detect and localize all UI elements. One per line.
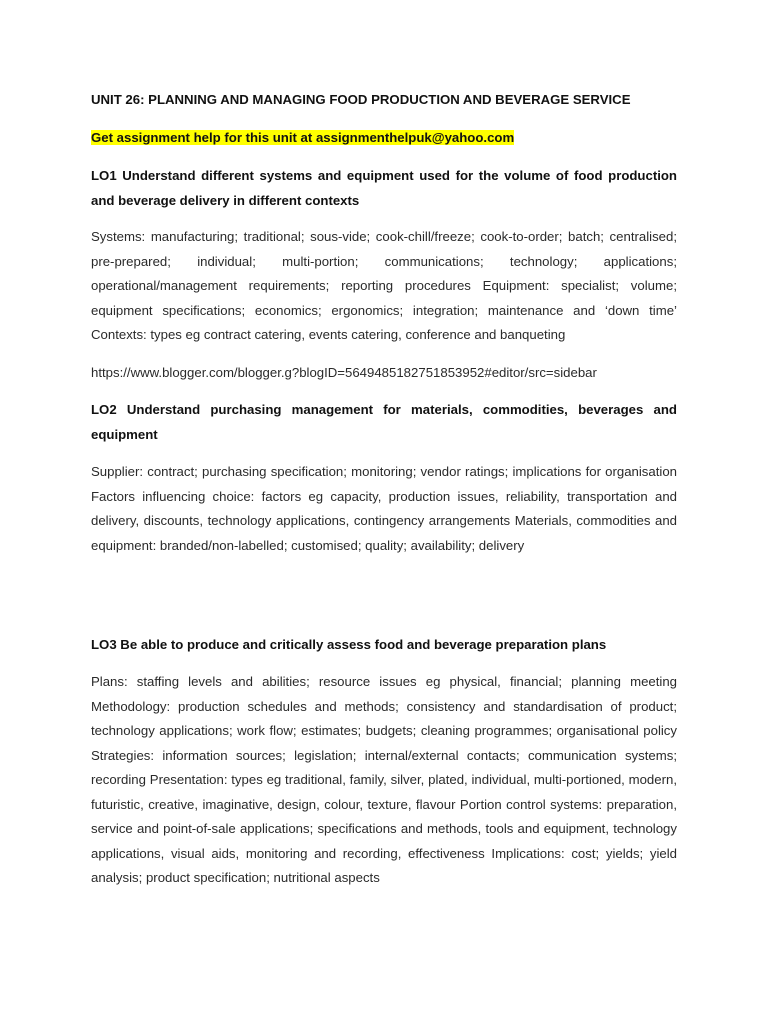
lo3-heading: LO3 Be able to produce and critically assess food and beverage preparation plans <box>91 637 607 652</box>
assignment-help-line <box>91 126 677 151</box>
lo3-body: Plans: staffing levels and abilities; resource issues eg physical, financial; planning meeting Methodology: production schedules and methods; consistency and standardisation of product; technology applications; work flow; estimates; budgets; cleaning programmes; organisational policy Strategies: information sources; legislation; internal/external contacts; communication systems; recording Presentation: types eg traditional, family, silver, plated, individual, multi-portioned, modern, futuristic, creative, imaginative, design, colour, texture, flavour Portion control systems: preparation, service and point-of-sale applications; specifications and methods, tools and equipment, technology applications, visual aids, monitoring and recording, effectiveness Implications: cost; yields; yield analysis; product specification; nutritional aspects <box>91 674 677 885</box>
lo2-body: Supplier: contract; purchasing specification; monitoring; vendor ratings; implications for organisation Factors influencing choice: factors eg capacity, production issues, reliability, transportation and delivery, discounts, technology applications, contingency arrangements Materials, commodities and equipment: branded/non-labelled; customised; quality; availability; delivery <box>91 464 677 553</box>
lo2-heading: LO2 Understand purchasing management for materials, commodities, beverages and equipment <box>91 402 677 442</box>
lo1-body: Systems: manufacturing; traditional; sous-vide; cook-chill/freeze; cook-to-order; batch; centralised; pre-prepared; individual; multi-portion; communications; technology; applications; operational/management requirements; reporting procedures Equipment: specialist; volume; equipment specifications; economics; ergonomics; integration; maintenance and ‘down time’ Contexts: types eg contract catering, events catering, conference and banqueting <box>91 229 677 342</box>
lo1-heading: LO1 Understand different systems and equipment used for the volume of food production and beverage delivery in different contexts <box>91 168 677 208</box>
blog-url-text: https://www.blogger.com/blogger.g?blogID=5649485182751853952#editor/src=sidebar <box>91 365 597 380</box>
highlighted-help-text: Get assignment help for this unit at assignmenthelpuk@yahoo.com <box>91 130 515 145</box>
unit-title: UNIT 26: PLANNING AND MANAGING FOOD PRODUCTION AND BEVERAGE SERVICE <box>91 92 631 107</box>
